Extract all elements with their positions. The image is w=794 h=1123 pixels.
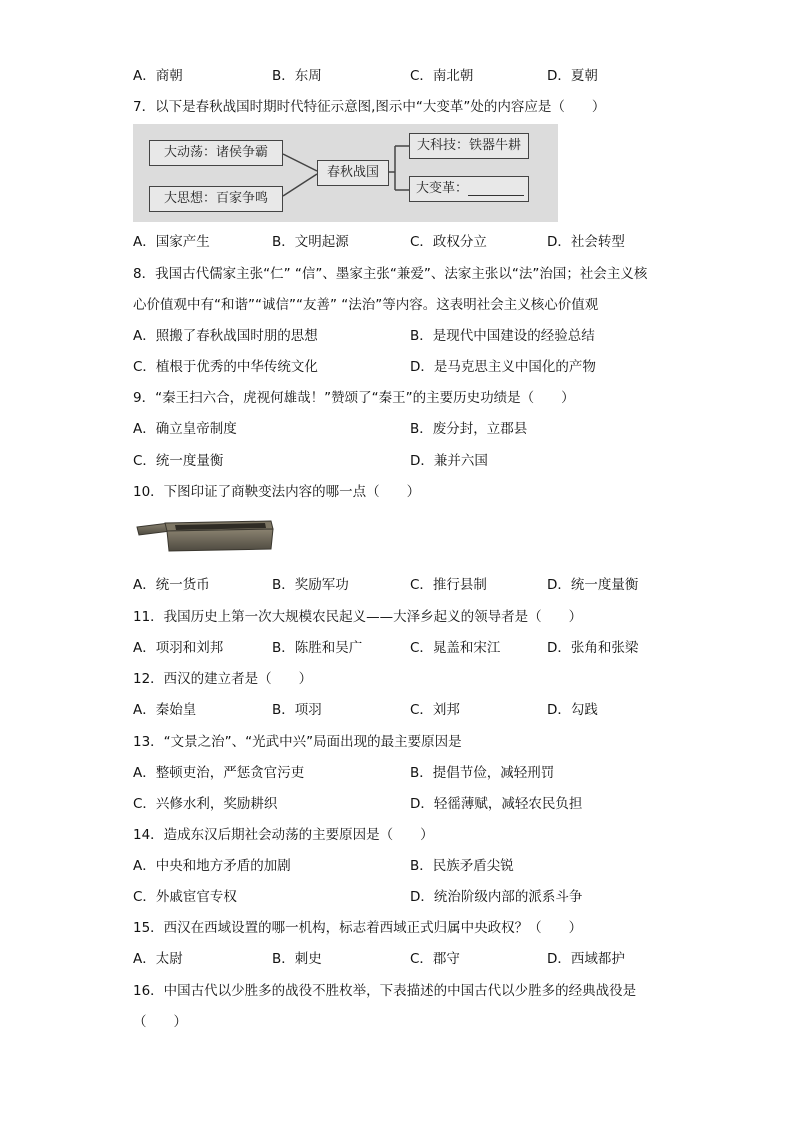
q6-option-a[interactable]: A．商朝 bbox=[133, 68, 183, 84]
q7-stem: 7．以下是春秋战国时期时代特征示意图,图示中“大变革”处的内容应是（ ） bbox=[133, 99, 606, 115]
q9-option-d[interactable]: D．兼并六国 bbox=[410, 453, 488, 469]
q6-options bbox=[133, 66, 693, 86]
q8-stem-line2: 心价值观中有“和谐”“诚信”“友善” “法治”等内容。这表明社会主义核心价值观 bbox=[133, 297, 599, 313]
q13-option-b[interactable]: B．提倡节俭，减轻刑罚 bbox=[410, 765, 555, 781]
q11-stem: 11．我国历史上第一次大规模农民起义——大泽乡起义的领导者是（ ） bbox=[133, 609, 583, 625]
q10-option-d[interactable]: D．统一度量衡 bbox=[547, 577, 639, 593]
q12-option-c[interactable]: C．刘邦 bbox=[410, 702, 460, 718]
q10-stem: 10．下图印证了商鞅变法内容的哪一点（ ） bbox=[133, 484, 421, 500]
q13-option-c[interactable]: C．兴修水利，奖励耕织 bbox=[133, 796, 278, 812]
q8-option-a[interactable]: A．照搬了春秋战国时朋的思想 bbox=[133, 328, 318, 344]
q11-options bbox=[133, 638, 693, 658]
q8-option-b[interactable]: B．是现代中国建设的经验总结 bbox=[410, 328, 595, 344]
q11-option-d[interactable]: D．张角和张梁 bbox=[547, 640, 639, 656]
q15-option-d[interactable]: D．西域都护 bbox=[547, 951, 625, 967]
q13-option-a[interactable]: A．整顿吏治，严惩贪官污吏 bbox=[133, 765, 305, 781]
q9-options-row2 bbox=[133, 451, 693, 471]
q12-stem: 12．西汉的建立者是（ ） bbox=[133, 671, 313, 687]
q14-option-a[interactable]: A．中央和地方矛盾的加剧 bbox=[133, 858, 291, 874]
q16-stem-line2: （ ） bbox=[133, 1014, 187, 1030]
q14-options-row2 bbox=[133, 887, 693, 907]
diagram-blank bbox=[468, 181, 524, 196]
q16-stem-line1: 16．中国古代以少胜多的战役不胜枚举，下表描述的中国古代以少胜多的经典战役是 bbox=[133, 983, 637, 999]
q11-option-a[interactable]: A．项羽和刘邦 bbox=[133, 640, 224, 656]
diagram-left-bottom: 大思想：百家争鸣 bbox=[149, 186, 283, 212]
q14-option-c[interactable]: C．外戚宦官专权 bbox=[133, 889, 237, 905]
q6-option-d[interactable]: D．夏朝 bbox=[547, 68, 598, 84]
q6-option-b[interactable]: B．东周 bbox=[272, 68, 322, 84]
diagram-right-top: 大科技：铁器牛耕 bbox=[409, 133, 529, 159]
q10-options bbox=[133, 575, 693, 595]
q12-option-a[interactable]: A．秦始皇 bbox=[133, 702, 197, 718]
q9-option-b[interactable]: B．废分封，立郡县 bbox=[410, 421, 528, 437]
q13-option-d[interactable]: D．轻徭薄赋，减轻农民负担 bbox=[410, 796, 583, 812]
q8-options-row2 bbox=[133, 357, 693, 377]
q7-option-d[interactable]: D．社会转型 bbox=[547, 234, 625, 250]
q8-stem-line1: 8．我国古代儒家主张“仁” “信”、墨家主张“兼爱”、法家主张以“法”治国；社会主义核 bbox=[133, 266, 648, 282]
q9-option-a[interactable]: A．确立皇帝制度 bbox=[133, 421, 237, 437]
q13-options-row1 bbox=[133, 763, 693, 783]
q14-option-b[interactable]: B．民族矛盾尖锐 bbox=[410, 858, 514, 874]
diagram-right-bottom-label: 大变革： bbox=[416, 181, 469, 196]
q6-option-c[interactable]: C．南北朝 bbox=[410, 68, 474, 84]
q8-option-d[interactable]: D．是马克思主义中国化的产物 bbox=[410, 359, 596, 375]
q14-options-row1 bbox=[133, 856, 693, 876]
diagram-left-top: 大动荡：诸侯争霸 bbox=[149, 140, 283, 166]
diagram-center: 春秋战国 bbox=[317, 160, 389, 186]
q13-stem: 13．“文景之治”、“光武中兴”局面出现的最主要原因是 bbox=[133, 734, 462, 750]
q15-options bbox=[133, 949, 693, 969]
q10-option-c[interactable]: C．推行县制 bbox=[410, 577, 487, 593]
q9-option-c[interactable]: C．统一度量衡 bbox=[133, 453, 224, 469]
q12-options bbox=[133, 700, 693, 720]
q7-option-c[interactable]: C．政权分立 bbox=[410, 234, 487, 250]
q15-option-a[interactable]: A．太尉 bbox=[133, 951, 183, 967]
bronze-measure-image bbox=[135, 517, 275, 553]
q7-diagram bbox=[133, 124, 558, 222]
bronze-measure-illustration bbox=[135, 517, 275, 553]
q15-option-c[interactable]: C．郡守 bbox=[410, 951, 460, 967]
q9-stem: 9．“秦王扫六合，虎视何雄哉！”赞颂了“秦王”的主要历史功绩是（ ） bbox=[133, 390, 575, 406]
q12-option-d[interactable]: D．勾践 bbox=[547, 702, 598, 718]
q15-option-b[interactable]: B．刺史 bbox=[272, 951, 322, 967]
diagram-right-bottom bbox=[409, 176, 529, 202]
q10-option-a[interactable]: A．统一货币 bbox=[133, 577, 210, 593]
q14-stem: 14．造成东汉后期社会动荡的主要原因是（ ） bbox=[133, 827, 434, 843]
q7-options bbox=[133, 232, 693, 252]
q15-stem: 15．西汉在西域设置的哪一机构，标志着西域正式归属中央政权？（ ） bbox=[133, 920, 583, 936]
q7-option-a[interactable]: A．国家产生 bbox=[133, 234, 210, 250]
q7-option-b[interactable]: B．文明起源 bbox=[272, 234, 349, 250]
q11-option-b[interactable]: B．陈胜和吴广 bbox=[272, 640, 363, 656]
q8-options-row1 bbox=[133, 326, 693, 346]
q12-option-b[interactable]: B．项羽 bbox=[272, 702, 322, 718]
q11-option-c[interactable]: C．晁盖和宋江 bbox=[410, 640, 501, 656]
q9-options-row1 bbox=[133, 419, 693, 439]
q8-option-c[interactable]: C．植根于优秀的中华传统文化 bbox=[133, 359, 318, 375]
q14-option-d[interactable]: D．统治阶级内部的派系斗争 bbox=[410, 889, 583, 905]
q10-option-b[interactable]: B．奖励军功 bbox=[272, 577, 349, 593]
q13-options-row2 bbox=[133, 794, 693, 814]
